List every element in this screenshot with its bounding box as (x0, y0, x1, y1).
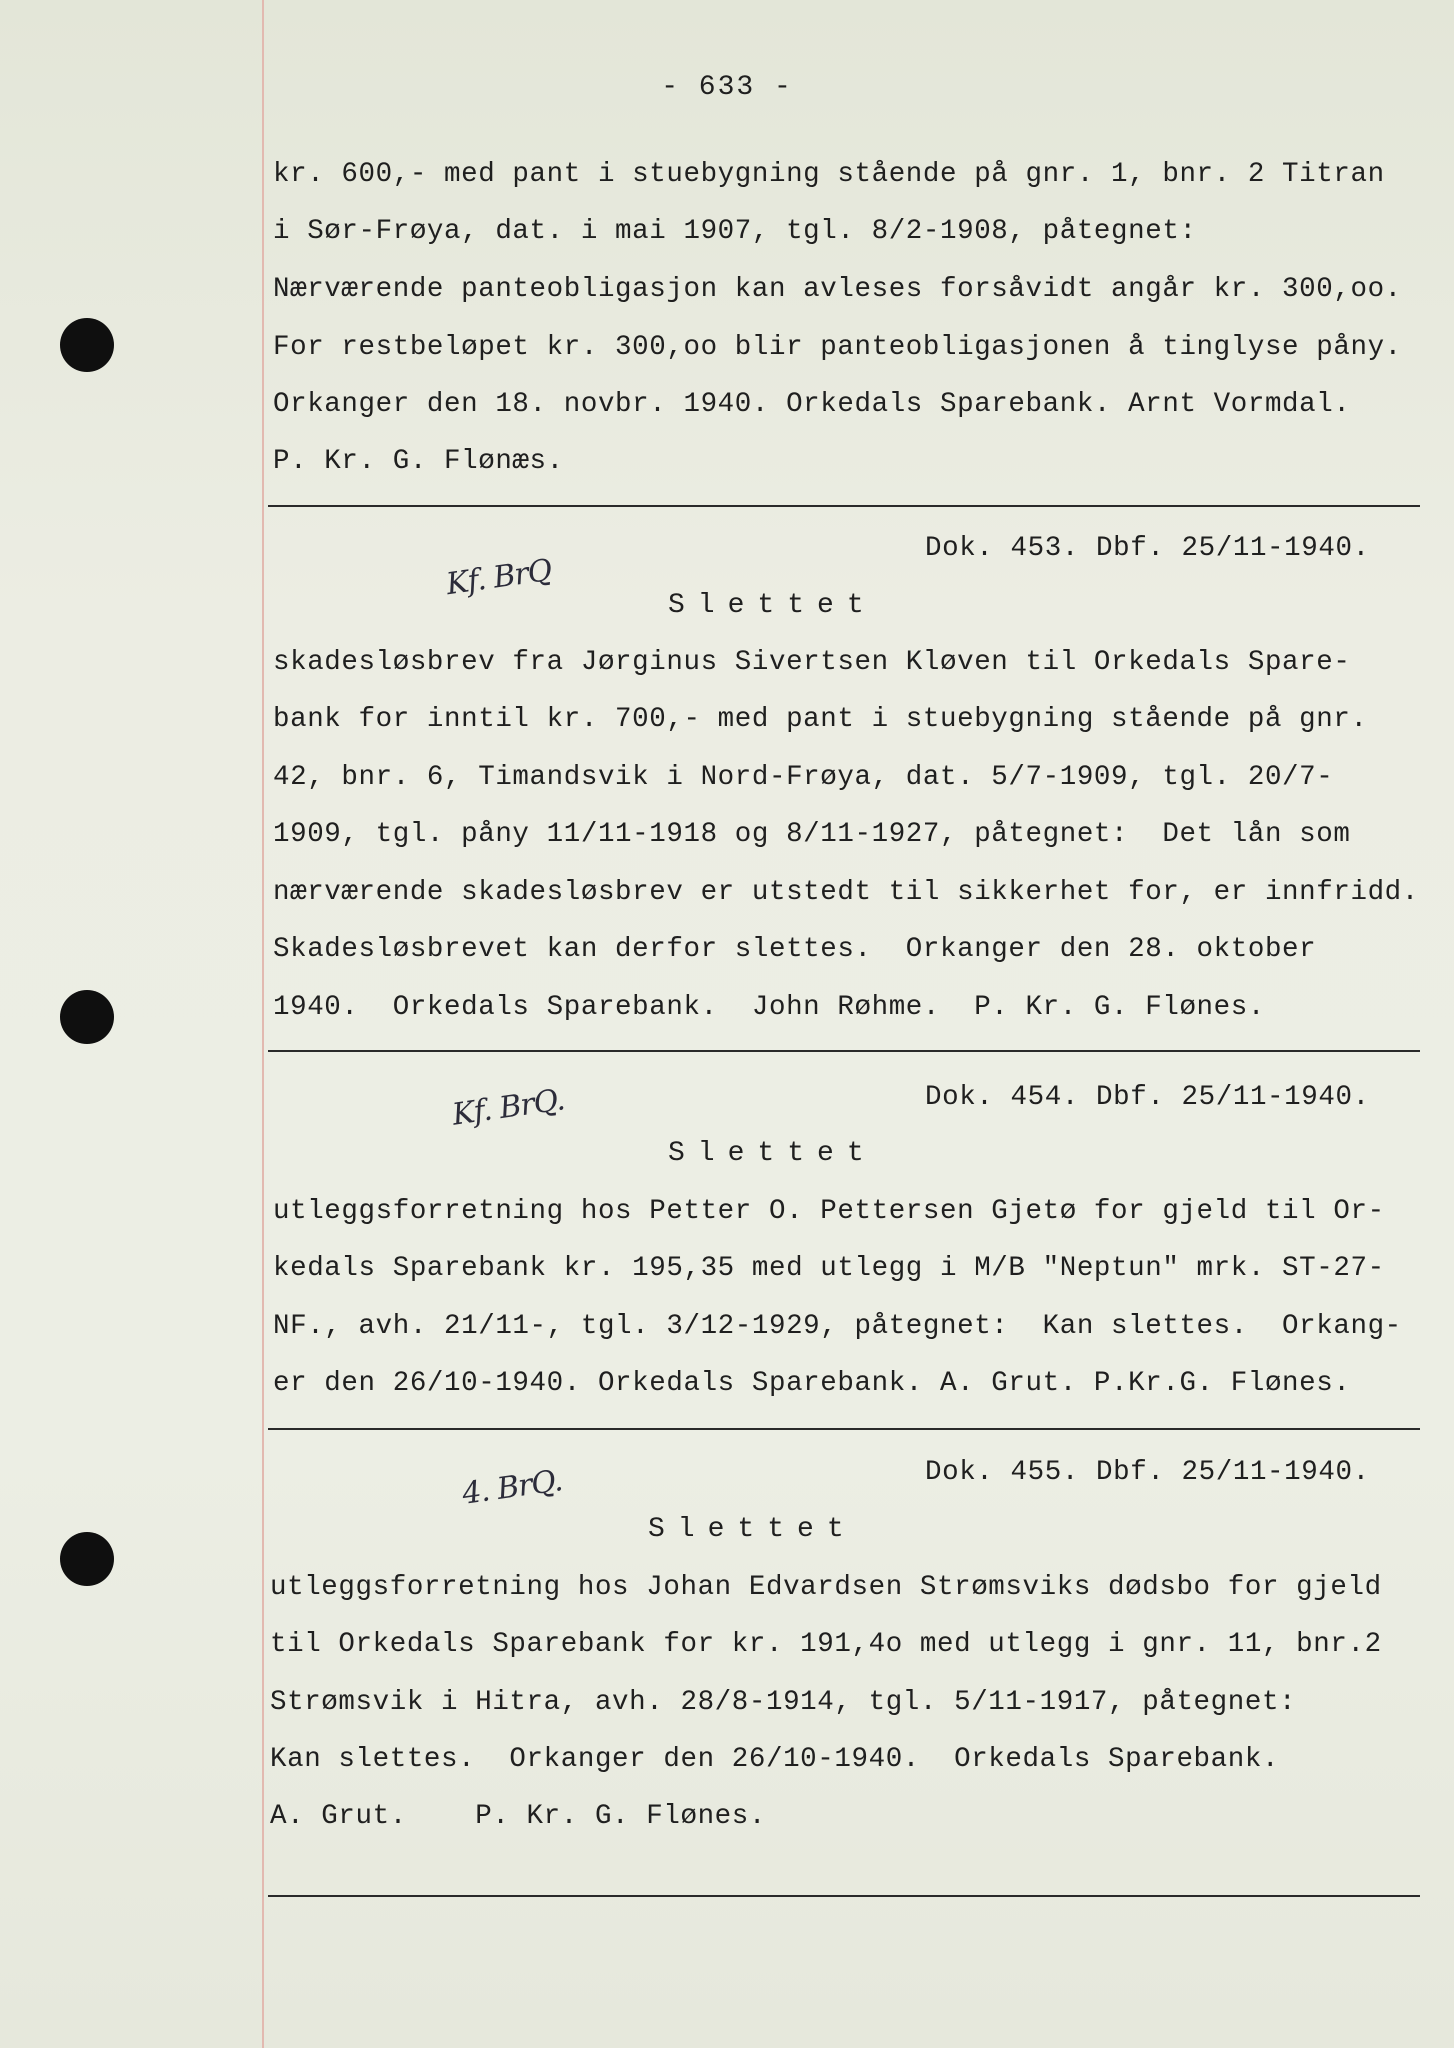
handwritten-annotation: Kf. BrQ. (450, 1082, 567, 1133)
entry-4-line: A. Grut. P. Kr. G. Flønes. (270, 1801, 766, 1832)
entry-4-line: til Orkedals Sparebank for kr. 191,4o med utlegg i gnr. 11, bnr.2 (270, 1629, 1382, 1660)
entry-1-line: i Sør-Frøya, dat. i mai 1907, tgl. 8/2-1908, påtegnet: (273, 216, 1197, 247)
entry-4-line: utleggsforretning hos Johan Edvardsen Strømsviks dødsbo for gjeld (270, 1572, 1382, 1603)
doc-reference: Dok. 455. Dbf. 25/11-1940. (925, 1457, 1370, 1488)
entry-1-line: Orkanger den 18. novbr. 1940. Orkedals Sparebank. Arnt Vormdal. (273, 389, 1351, 420)
separator-rule (268, 505, 1420, 507)
section-heading: Slettet (648, 1514, 857, 1545)
section-heading: Slettet (668, 1138, 877, 1169)
entry-3-line: er den 26/10-1940. Orkedals Sparebank. A. Grut. P.Kr.G. Flønes. (273, 1368, 1351, 1399)
entry-1-line: For restbeløpet kr. 300,oo blir panteobligasjonen å tinglyse påny. (273, 332, 1402, 363)
handwritten-annotation: 4. BrQ. (460, 1463, 565, 1512)
entry-4-line: Kan slettes. Orkanger den 26/10-1940. Orkedals Sparebank. (270, 1744, 1280, 1775)
entry-2-line: nærværende skadesløsbrev er utstedt til sikkerhet for, er innfridd. (273, 877, 1419, 908)
page-number: - 633 - (661, 72, 793, 103)
entry-2-line: Skadesløsbrevet kan derfor slettes. Orkanger den 28. oktober (273, 934, 1317, 965)
entry-2-line: bank for inntil kr. 700,- med pant i stuebygning stående på gnr. (273, 704, 1368, 735)
entry-3-line: utleggsforretning hos Petter O. Pettersen Gjetø for gjeld til Or- (273, 1196, 1385, 1227)
entry-4-line: Strømsvik i Hitra, avh. 28/8-1914, tgl. 5/11-1917, påtegnet: (270, 1687, 1297, 1718)
separator-rule (268, 1050, 1420, 1052)
entry-1-line: Nærværende panteobligasjon kan avleses forsåvidt angår kr. 300,oo. (273, 274, 1402, 305)
section-heading: Slettet (668, 590, 877, 621)
entry-3-line: kedals Sparebank kr. 195,35 med utlegg i M/B "Neptun" mrk. ST-27- (273, 1253, 1385, 1284)
punch-hole-bottom (60, 1532, 114, 1586)
entry-2-line: 1909, tgl. påny 11/11-1918 og 8/11-1927, påtegnet: Det lån som (273, 819, 1351, 850)
margin-line (262, 0, 264, 2048)
punch-hole-middle (60, 990, 114, 1044)
entry-2-line: skadesløsbrev fra Jørginus Sivertsen Kløven til Orkedals Spare- (273, 647, 1351, 678)
entry-3-line: NF., avh. 21/11-, tgl. 3/12-1929, påtegnet: Kan slettes. Orkang- (273, 1311, 1402, 1342)
doc-reference: Dok. 453. Dbf. 25/11-1940. (925, 533, 1370, 564)
separator-rule (268, 1895, 1420, 1897)
entry-2-line: 1940. Orkedals Sparebank. John Røhme. P. Kr. G. Flønes. (273, 992, 1265, 1023)
doc-reference: Dok. 454. Dbf. 25/11-1940. (925, 1082, 1370, 1113)
entry-2-line: 42, bnr. 6, Timandsvik i Nord-Frøya, dat. 5/7-1909, tgl. 20/7- (273, 762, 1334, 793)
entry-1-line: kr. 600,- med pant i stuebygning stående på gnr. 1, bnr. 2 Titran (273, 159, 1385, 190)
entry-1-line: P. Kr. G. Flønæs. (273, 446, 564, 477)
separator-rule (268, 1428, 1420, 1430)
handwritten-annotation: Kf. BrQ (444, 552, 554, 603)
punch-hole-top (60, 318, 114, 372)
